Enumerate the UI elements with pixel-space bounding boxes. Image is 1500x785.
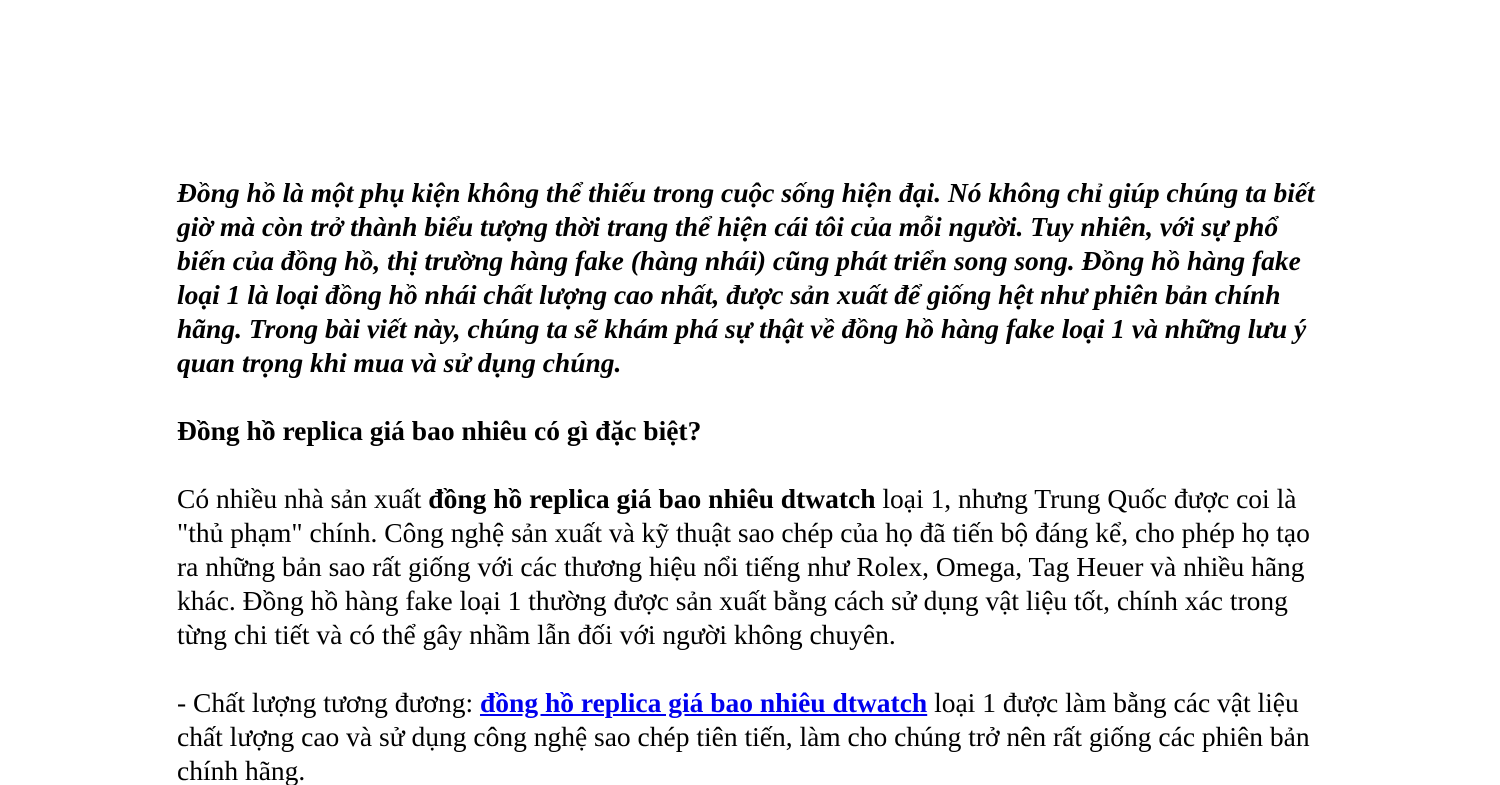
para2-text-before: - Chất lượng tương đương: <box>177 687 480 718</box>
body-paragraph-1 <box>177 482 1327 652</box>
replica-price-link[interactable]: đồng hồ replica giá bao nhiêu dtwatch <box>479 687 928 718</box>
para2-text-after: loại 1 được làm bằng các vật liệu chất lượng cao và sử dụng công nghệ sao chép tiên tiến, làm cho chúng trở nên rất giống các phiên bản chính hãng. <box>177 687 1310 785</box>
intro-paragraph: Đồng hồ là một phụ kiện không thể thiếu trong cuộc sống hiện đại. Nó không chỉ giúp chúng ta biết giờ mà còn trở thành biểu tượng thời trang thể hiện cái tôi của mỗi người. Tuy nhiên, với sự phổ biến của đồng hồ, thị trường hàng fake (hàng nhái) cũng phát triển song song. Đồng hồ hàng fake loại 1 là loại đồng hồ nhái chất lượng cao nhất, được sản xuất để giống hệt như phiên bản chính hãng. Trong bài viết này, chúng ta sẽ khám phá sự thật về đồng hồ hàng fake loại 1 và những lưu ý quan trọng khi mua và sử dụng chúng. <box>177 177 1315 378</box>
document-body <box>177 176 1327 785</box>
para1-text-before: Có nhiều nhà sản xuất <box>177 483 429 514</box>
para1-bold-keyword: đồng hồ replica giá bao nhiêu dtwatch <box>428 483 876 514</box>
para1-text-after: loại 1, nhưng Trung Quốc được coi là "thủ phạm" chính. Công nghệ sản xuất và kỹ thuật sao chép của họ đã tiến bộ đáng kể, cho phép họ tạo ra những bản sao rất giống với các thương hiệu nổi tiếng như Rolex, Omega, Tag Heuer và nhiều hãng khác. Đồng hồ hàng fake loại 1 thường được sản xuất bằng cách sử dụng vật liệu tốt, chính xác trong từng chi tiết và có thể gây nhầm lẫn đối với người không chuyên. <box>177 483 1310 650</box>
body-paragraph-2 <box>177 686 1327 785</box>
section-heading: Đồng hồ replica giá bao nhiêu có gì đặc biệt? <box>177 415 702 446</box>
